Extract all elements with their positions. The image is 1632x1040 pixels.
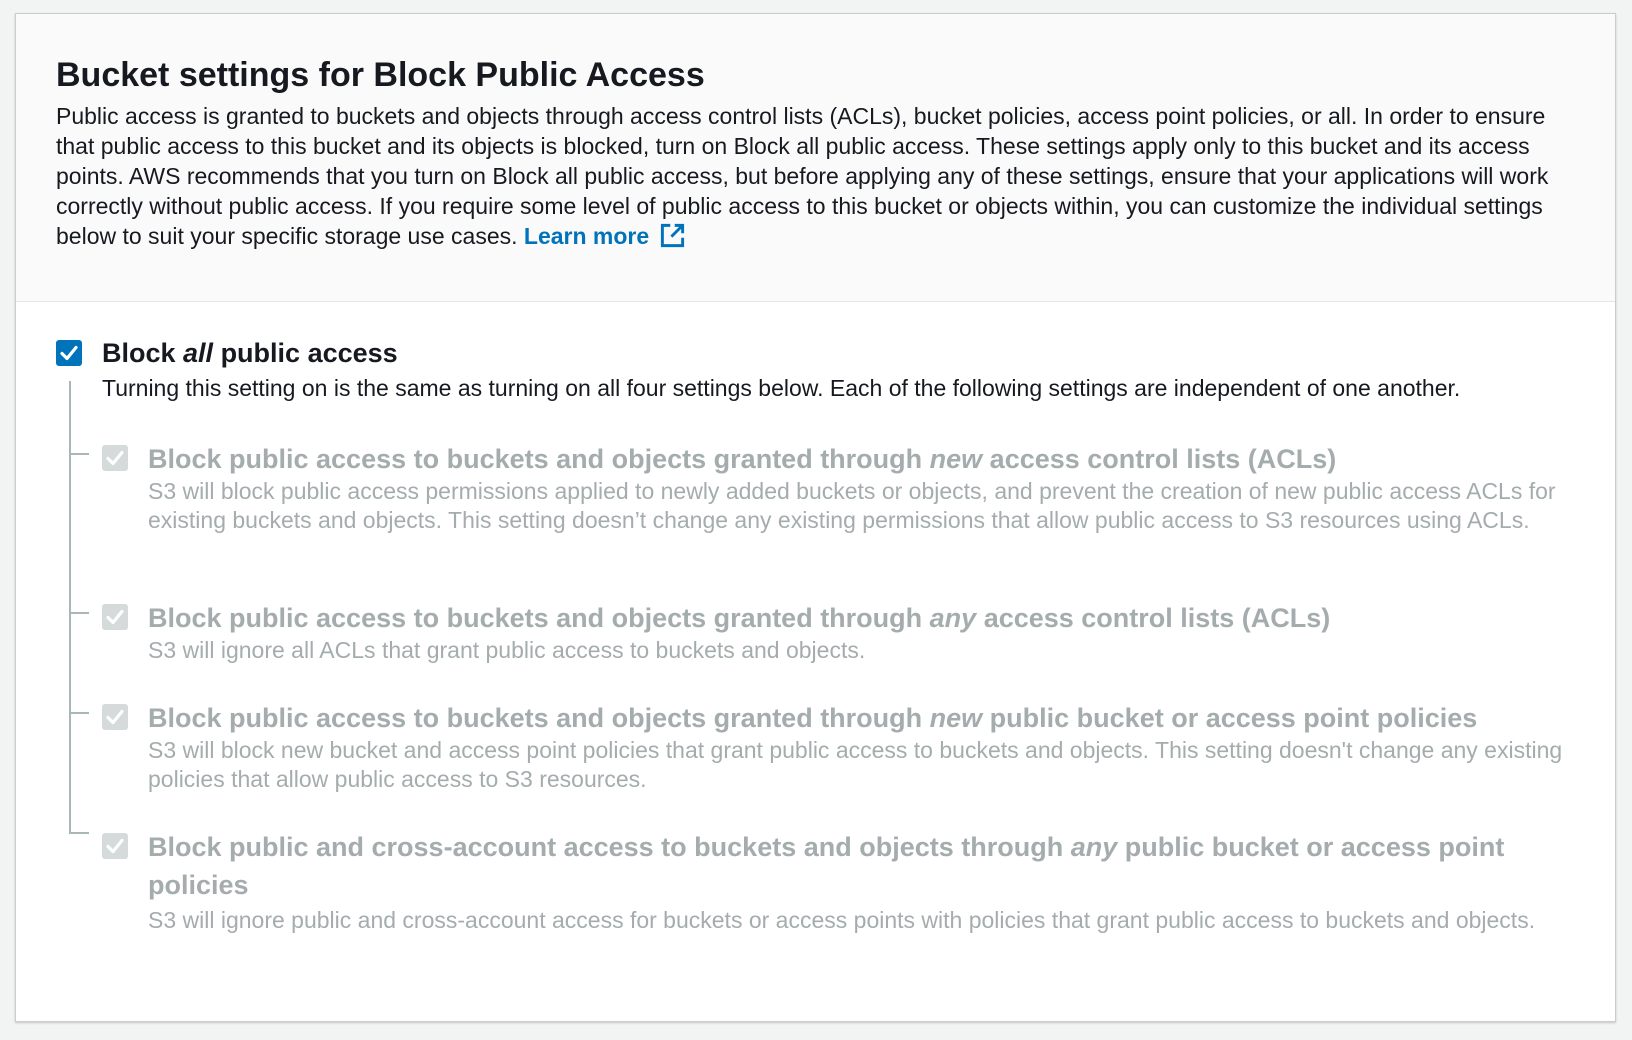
setting-any-policies-checkbox[interactable] bbox=[102, 833, 128, 859]
header-description bbox=[56, 101, 1586, 251]
setting-label-em: any bbox=[1070, 832, 1118, 862]
setting-label-post: access control lists (ACLs) bbox=[982, 444, 1337, 474]
setting-label-em: new bbox=[929, 703, 983, 733]
learn-more-label: Learn more bbox=[523, 223, 650, 249]
setting-label-pre: Block public access to buckets and objects granted through bbox=[148, 444, 930, 474]
block-all-label-em: all bbox=[183, 338, 214, 368]
block-all-checkbox[interactable] bbox=[56, 340, 82, 366]
external-link-icon bbox=[659, 222, 686, 249]
setting-new-acls-checkbox[interactable] bbox=[102, 445, 128, 471]
setting-any-acls-description: S3 will ignore all ACLs that grant public access to buckets and objects. bbox=[148, 637, 866, 663]
tree-branch bbox=[69, 832, 89, 834]
checkmark-icon bbox=[102, 704, 128, 730]
setting-new-policies-label[interactable] bbox=[148, 699, 1568, 737]
tree-connector bbox=[69, 381, 71, 833]
setting-label-pre: Block public access to buckets and objects granted through bbox=[148, 603, 930, 633]
setting-any-acls-label[interactable] bbox=[148, 599, 1568, 637]
block-all-label-post: public access bbox=[213, 338, 398, 368]
header-description-text: Public access is granted to buckets and objects through access control lists (ACLs), bucket policies, access point policies, or all. In order to ensure that public access to this bucket and its objects is blocked, turn on Block all public access. These settings apply only to this bucket and its access points. AWS recommends that you turn on Block all public access, but before applying any of these settings, ensure that your applications will work correctly without public access. If you require some level of public access to this bucket or objects within, you can customize the individual settings below to suit your specific storage use cases. bbox=[56, 103, 1549, 249]
block-all-label[interactable] bbox=[102, 335, 398, 371]
tree-branch bbox=[69, 453, 89, 455]
setting-any-policies-label[interactable] bbox=[148, 828, 1568, 904]
setting-label-pre: Block public and cross-account access to buckets and objects through bbox=[148, 832, 1071, 862]
setting-label-pre: Block public access to buckets and objects granted through bbox=[148, 703, 930, 733]
block-all-description: Turning this setting on is the same as turning on all four settings below. Each of the following settings are independent of one another. bbox=[102, 375, 1461, 401]
setting-new-policies-description: S3 will block new bucket and access point policies that grant public access to buckets and objects. This setting doesn't change any existing policies that allow public access to S3 resources. bbox=[148, 737, 1563, 792]
page-title: Bucket settings for Block Public Access bbox=[56, 56, 705, 94]
setting-label-em: new bbox=[929, 444, 983, 474]
setting-label-post: public bucket or access point policies bbox=[982, 703, 1478, 733]
setting-label-em: any bbox=[929, 603, 977, 633]
checkmark-icon bbox=[102, 445, 128, 471]
panel-header bbox=[16, 14, 1615, 302]
checkmark-icon bbox=[102, 833, 128, 859]
setting-new-policies-checkbox[interactable] bbox=[102, 704, 128, 730]
block-public-access-panel bbox=[15, 13, 1616, 1022]
setting-label-post: access control lists (ACLs) bbox=[976, 603, 1331, 633]
setting-label-post: public bucket or access point policies bbox=[148, 832, 1505, 900]
learn-more-link[interactable] bbox=[524, 223, 686, 249]
setting-any-acls-checkbox[interactable] bbox=[102, 604, 128, 630]
tree-branch bbox=[69, 712, 89, 714]
setting-new-acls-description: S3 will block public access permissions applied to newly added buckets or objects, and prevent the creation of new public access ACLs for existing buckets and objects. This setting doesn’t change any existing permissions that allow public access to S3 resources using ACLs. bbox=[148, 478, 1556, 533]
checkmark-icon bbox=[56, 340, 82, 366]
block-all-label-pre: Block bbox=[102, 338, 184, 368]
setting-new-acls-label[interactable] bbox=[148, 440, 1568, 478]
setting-any-policies-description: S3 will ignore public and cross-account access for buckets or access points with policies that grant public access to buckets and objects. bbox=[148, 907, 1536, 933]
tree-branch bbox=[69, 612, 89, 614]
checkmark-icon bbox=[102, 604, 128, 630]
